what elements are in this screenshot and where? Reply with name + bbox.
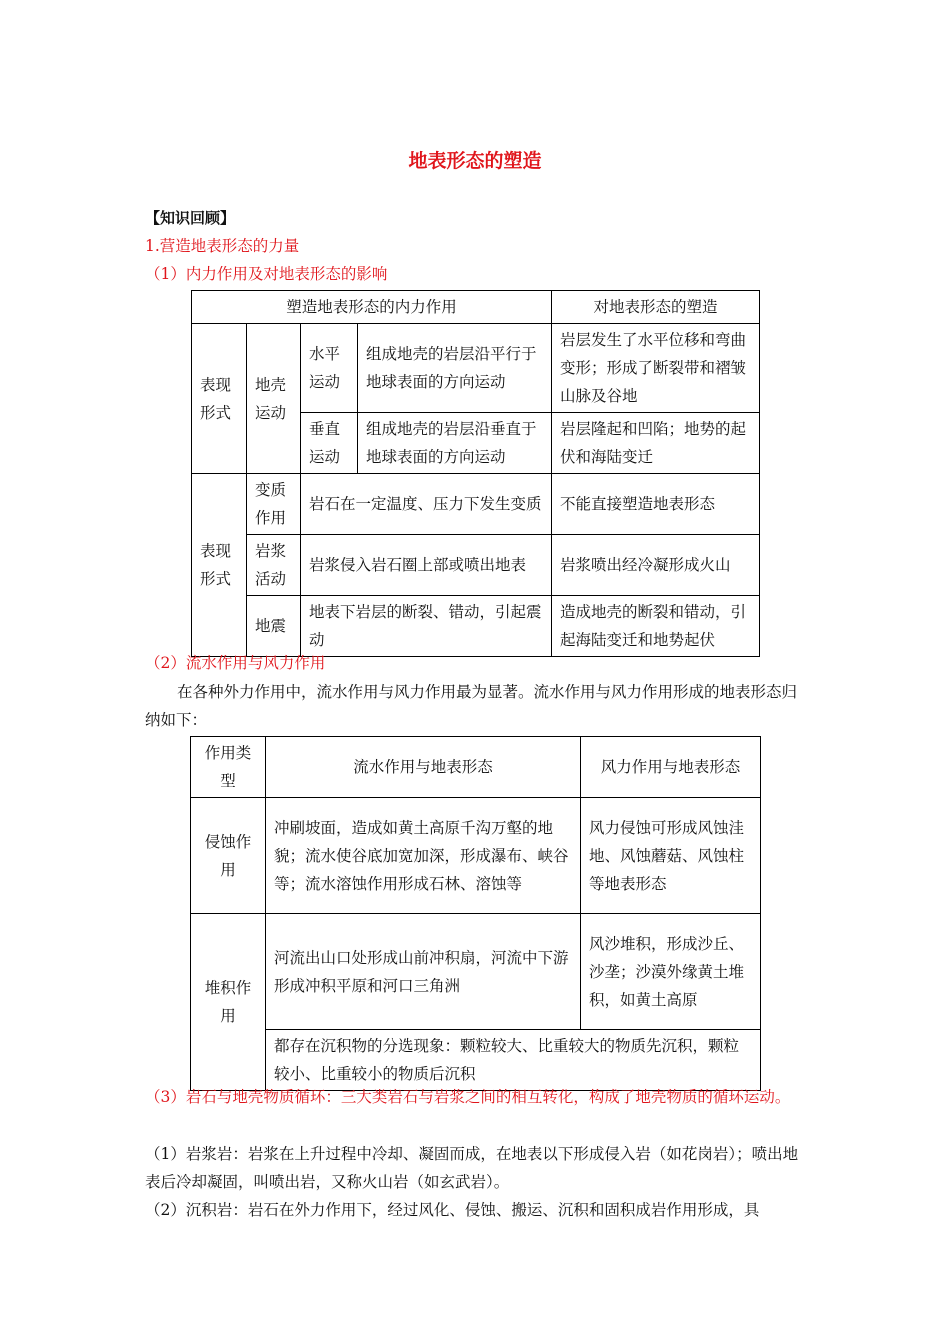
- paragraph-water-wind: 在各种外力作用中，流水作用与风力作用最为显著。流水作用与风力作用形成的地表形态归纳如下：: [145, 683, 798, 729]
- table2-deposition-wind: 风沙堆积，形成沙丘、沙垄；沙漠外缘黄土堆积，如黄土高原: [581, 914, 761, 1030]
- table1-earthquake-label: 地震: [247, 596, 301, 657]
- table1-magma-effect: 岩浆喷出经冷凝形成火山: [552, 535, 760, 596]
- table1-header-effect: 对地表形态的塑造: [552, 291, 760, 324]
- section-1-heading: 1.营造地表形态的力量: [145, 237, 300, 255]
- table1-header-internal: 塑造地表形态的内力作用: [192, 291, 552, 324]
- internal-forces-table: [191, 290, 760, 657]
- table1-vertical-effect: 岩层隆起和凹陷；地势的起伏和海陆变迁: [552, 413, 760, 474]
- table1-magma-label: 岩浆活动: [247, 535, 301, 596]
- external-forces-table: [190, 736, 761, 1091]
- table2-header-wind: 风力作用与地表形态: [581, 737, 761, 798]
- table2-erosion-label: 侵蚀作用: [191, 798, 266, 914]
- table2-deposition-label: 堆积作用: [191, 914, 266, 1091]
- table1-vertical-desc: 组成地壳的岩层沿垂直于地球表面的方向运动: [358, 413, 552, 474]
- table2-erosion-wind: 风力侵蚀可形成风蚀洼地、风蚀蘑菇、风蚀柱等地表形态: [581, 798, 761, 914]
- paragraph-igneous: （1）岩浆岩：岩浆在上升过程中冷却、凝固而成，在地表以下形成侵入岩（如花岗岩）；喷出地表后冷却凝固，叫喷出岩，又称火山岩（如玄武岩）。: [145, 1145, 799, 1191]
- table1-earthquake-desc: 地表下岩层的断裂、错动，引起震动: [301, 596, 552, 657]
- page-title: 地表形态的塑造: [408, 150, 542, 172]
- section-1-3-heading: （3）岩石与地壳物质循环：三大类岩石与岩浆之间的相互转化，构成了地壳物质的循环运动。: [145, 1088, 791, 1106]
- section-1-2-heading: （2）流水作用与风力作用: [145, 654, 326, 672]
- table2-header-type: 作用类型: [191, 737, 266, 798]
- table1-horizontal-label: 水平运动: [301, 324, 358, 413]
- table1-magma-desc: 岩浆侵入岩石圈上部或喷出地表: [301, 535, 552, 596]
- table2-header-water: 流水作用与地表形态: [266, 737, 581, 798]
- table1-crust-label: 地壳运动: [247, 324, 301, 474]
- table2-deposition-water: 河流出山口处形成山前冲积扇，河流中下游形成冲积平原和河口三角洲: [266, 914, 581, 1030]
- table1-group1-label: 表现形式: [192, 324, 247, 474]
- table1-metamorphism-effect: 不能直接塑造地表形态: [552, 474, 760, 535]
- table1-earthquake-effect: 造成地壳的断裂和错动，引起海陆变迁和地势起伏: [552, 596, 760, 657]
- table1-horizontal-effect: 岩层发生了水平位移和弯曲变形；形成了断裂带和褶皱山脉及谷地: [552, 324, 760, 413]
- table2-deposition-common: 都存在沉积物的分选现象：颗粒较大、比重较大的物质先沉积，颗粒较小、比重较小的物质后沉积: [266, 1030, 761, 1091]
- section-1-1-heading: （1）内力作用及对地表形态的影响: [145, 265, 388, 283]
- table1-group2-label: 表现形式: [192, 474, 247, 657]
- table1-vertical-label: 垂直运动: [301, 413, 358, 474]
- table1-metamorphism-desc: 岩石在一定温度、压力下发生变质: [301, 474, 552, 535]
- table2-erosion-water: 冲刷坡面，造成如黄土高原千沟万壑的地貌；流水使谷底加宽加深，形成瀑布、峡谷等；流水溶蚀作用形成石林、溶蚀等: [266, 798, 581, 914]
- table1-horizontal-desc: 组成地壳的岩层沿平行于地球表面的方向运动: [358, 324, 552, 413]
- review-heading: 【知识回顾】: [145, 209, 236, 227]
- paragraph-sedimentary: （2）沉积岩：岩石在外力作用下，经过风化、侵蚀、搬运、沉积和固积成岩作用形成，具: [145, 1201, 760, 1219]
- table1-metamorphism-label: 变质作用: [247, 474, 301, 535]
